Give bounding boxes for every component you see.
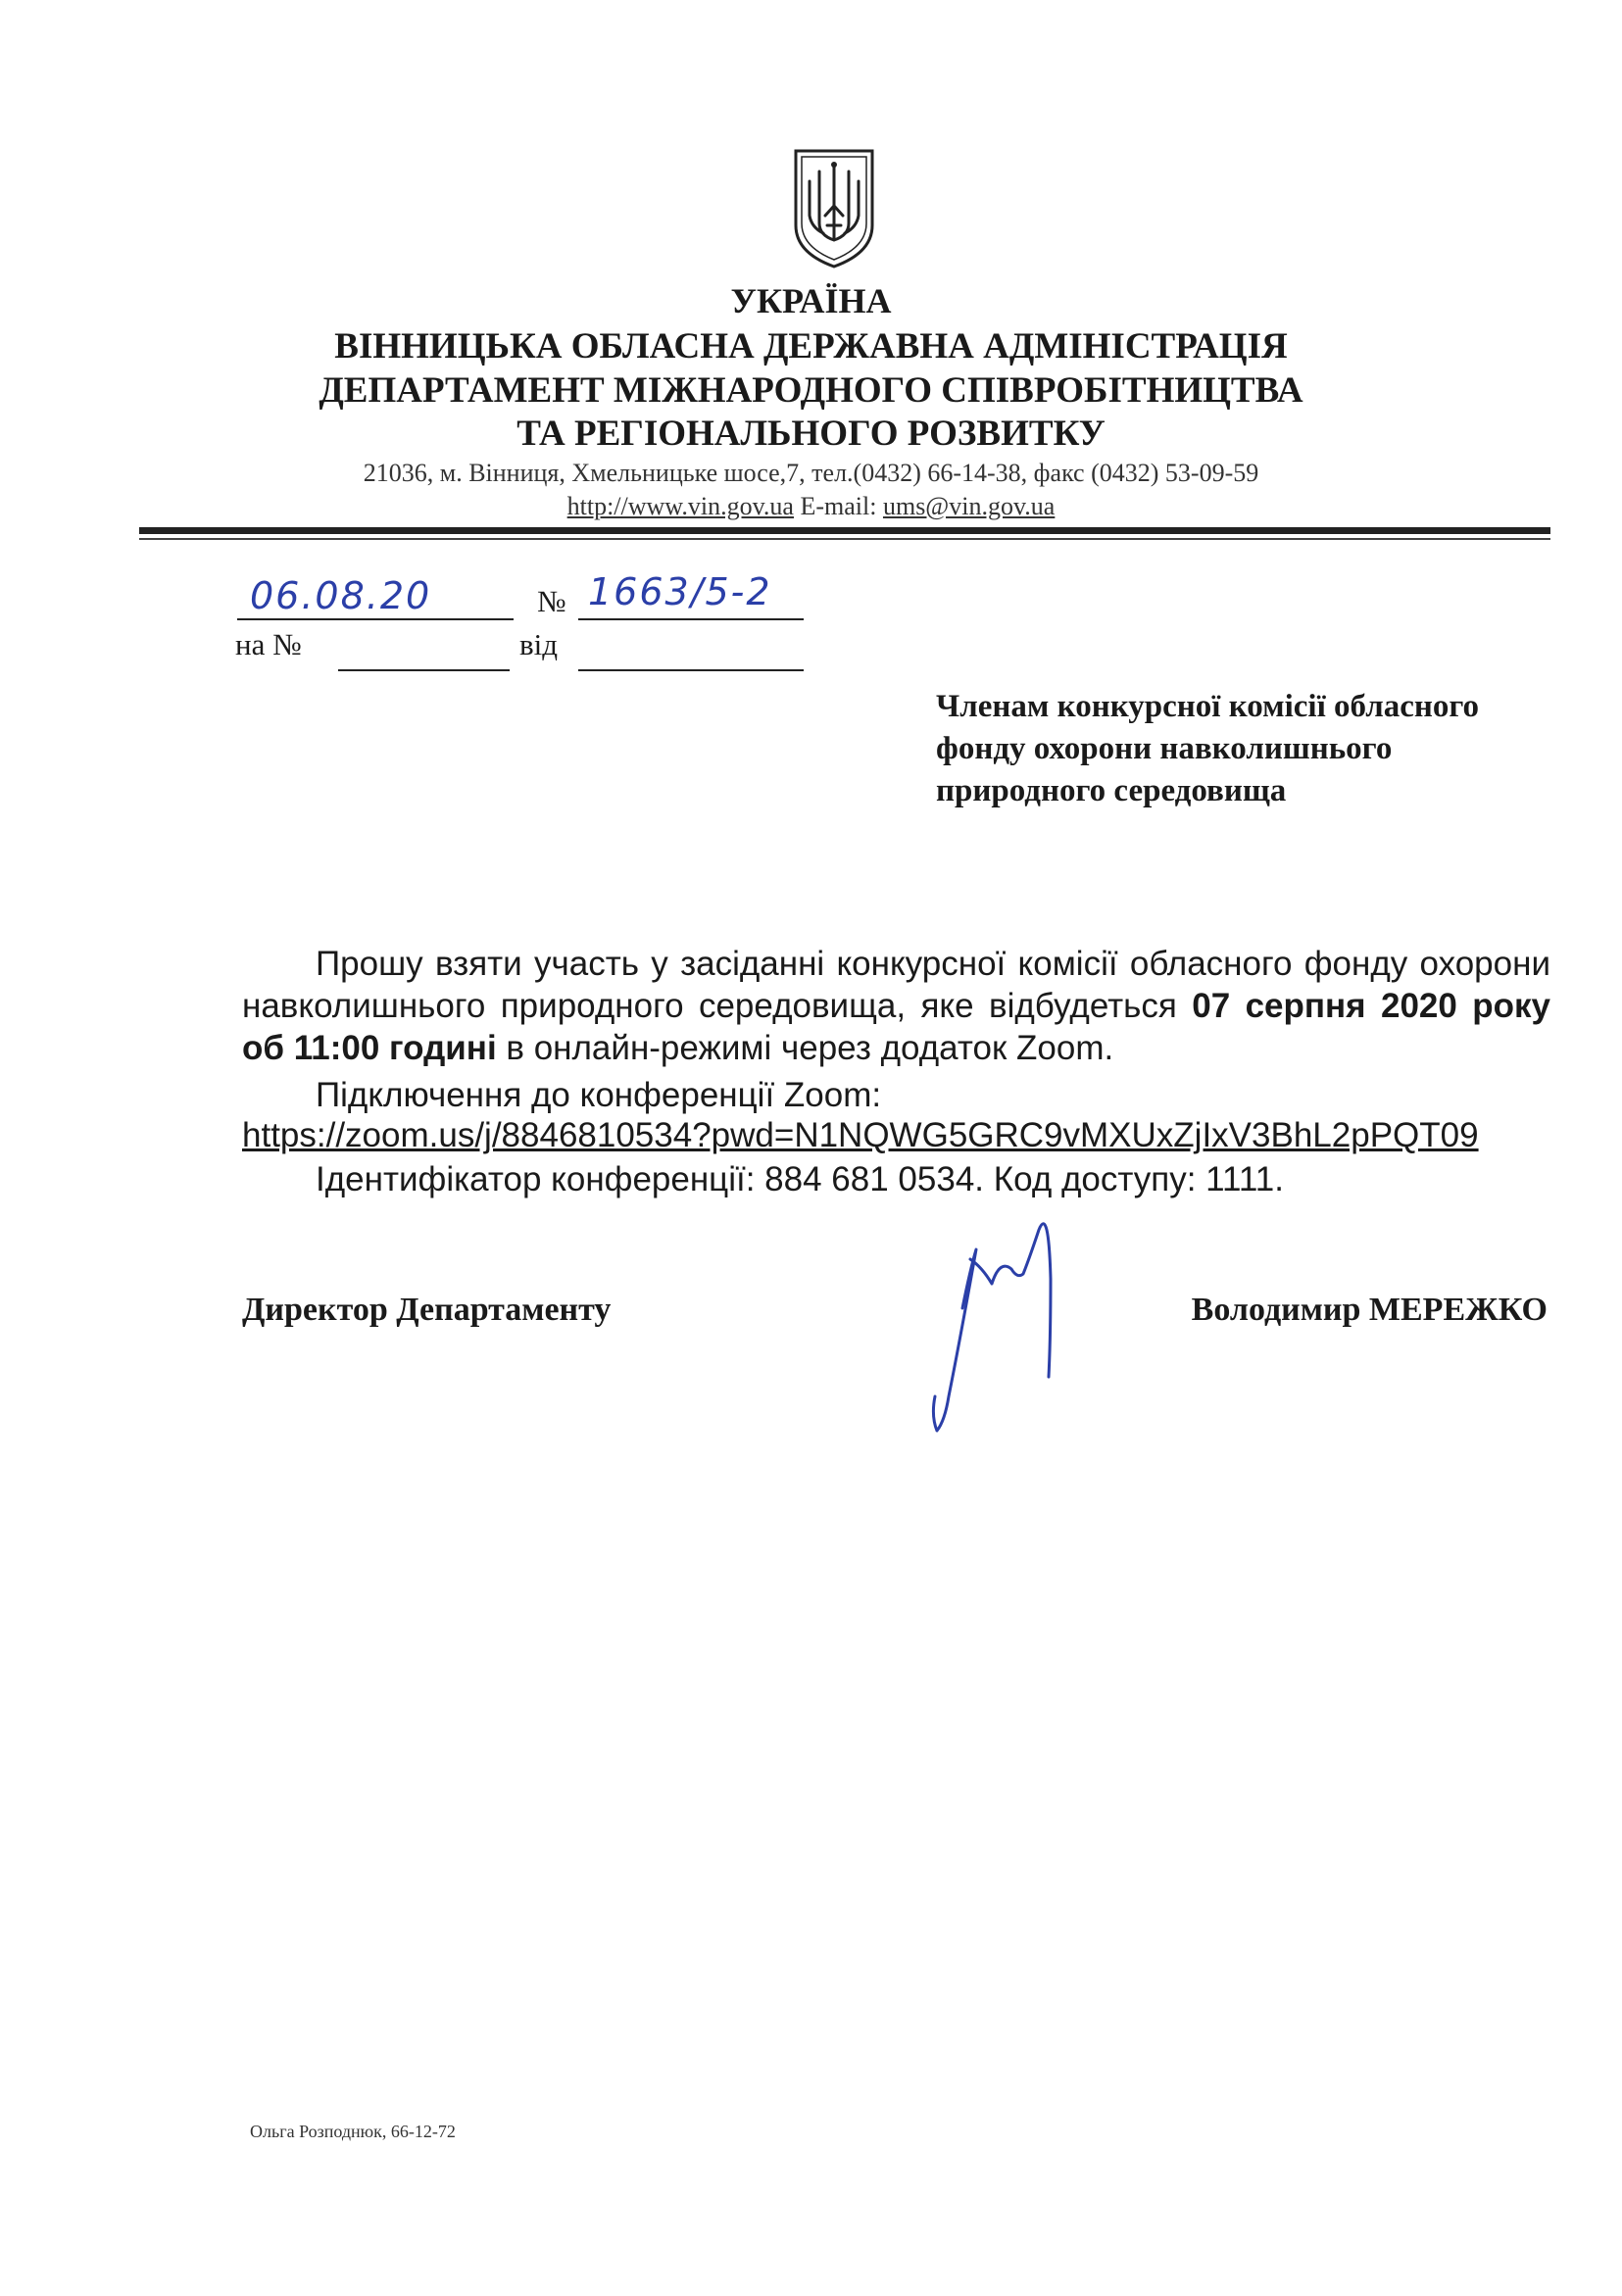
invitation-text-end: в онлайн-режимі через додаток Zoom. xyxy=(496,1029,1114,1067)
outgoing-date-handwritten: 06.08.20 xyxy=(250,574,432,617)
organization-name: ВІННИЦЬКА ОБЛАСНА ДЕРЖАВНА АДМІНІСТРАЦІЯ xyxy=(334,326,1288,366)
meeting-datetime: 07 серпня 2020 року об 11:00 годині xyxy=(242,987,1551,1067)
email-label: E-mail: xyxy=(800,492,877,520)
signatory-title: Директор Департаменту xyxy=(242,1292,612,1328)
addressee: Членам конкурсної комісії обласного фонду охорони навколишнього природного середовища xyxy=(936,689,1480,808)
country-heading: УКРАЇНА xyxy=(730,281,892,320)
invitation-text-start: Прошу взяти участь у засіданні конкурсної комісії обласного фонду охорони навколишнього природного середовища, яке відбудеться xyxy=(242,945,1550,1025)
body-paragraph-invitation xyxy=(242,943,1550,1069)
zoom-meeting-link[interactable]: https://zoom.us/j/8846810534?pwd=N1NQWG5GRC9vMXUxZjIxV3BhL2pPQT09 xyxy=(242,1116,1479,1154)
executor-contact: Ольга Розподнюк, 66-12-72 xyxy=(250,2122,456,2141)
conference-id-info: Ідентифікатор конференції: 884 681 0534. Код доступу: 1111. xyxy=(316,1160,1284,1198)
coat-of-arms-icon xyxy=(790,147,878,270)
number-symbol: № xyxy=(537,584,566,618)
signatory-name: Володимир МЕРЕЖКО xyxy=(1191,1292,1548,1328)
contacts-line xyxy=(0,492,1622,521)
date-underline xyxy=(237,618,514,620)
website-link[interactable]: http://www.vin.gov.ua xyxy=(566,492,794,520)
email-link[interactable]: ums@vin.gov.ua xyxy=(882,492,1056,520)
header-divider-thick xyxy=(139,527,1550,534)
reference-number-underline xyxy=(338,669,510,671)
handwritten-signature-icon xyxy=(902,1191,1137,1445)
reference-date-underline xyxy=(578,669,804,671)
reference-date-label: від xyxy=(519,627,559,661)
postal-address: 21036, м. Вінниця, Хмельницьке шосе,7, тел.(0432) 66-14-38, факс (0432) 53-09-59 xyxy=(363,459,1259,487)
reference-number-label: на № xyxy=(235,627,302,661)
department-name-line1: ДЕПАРТАМЕНТ МІЖНАРОДНОГО СПІВРОБІТНИЦТВА xyxy=(319,370,1303,411)
header-divider-thin xyxy=(139,538,1550,540)
connection-label: Підключення до конференції Zoom: xyxy=(316,1076,882,1114)
number-underline xyxy=(578,618,804,620)
department-name-line2: ТА РЕГІОНАЛЬНОГО РОЗВИТКУ xyxy=(516,414,1106,454)
outgoing-number-handwritten: 1663/5-2 xyxy=(588,570,772,613)
